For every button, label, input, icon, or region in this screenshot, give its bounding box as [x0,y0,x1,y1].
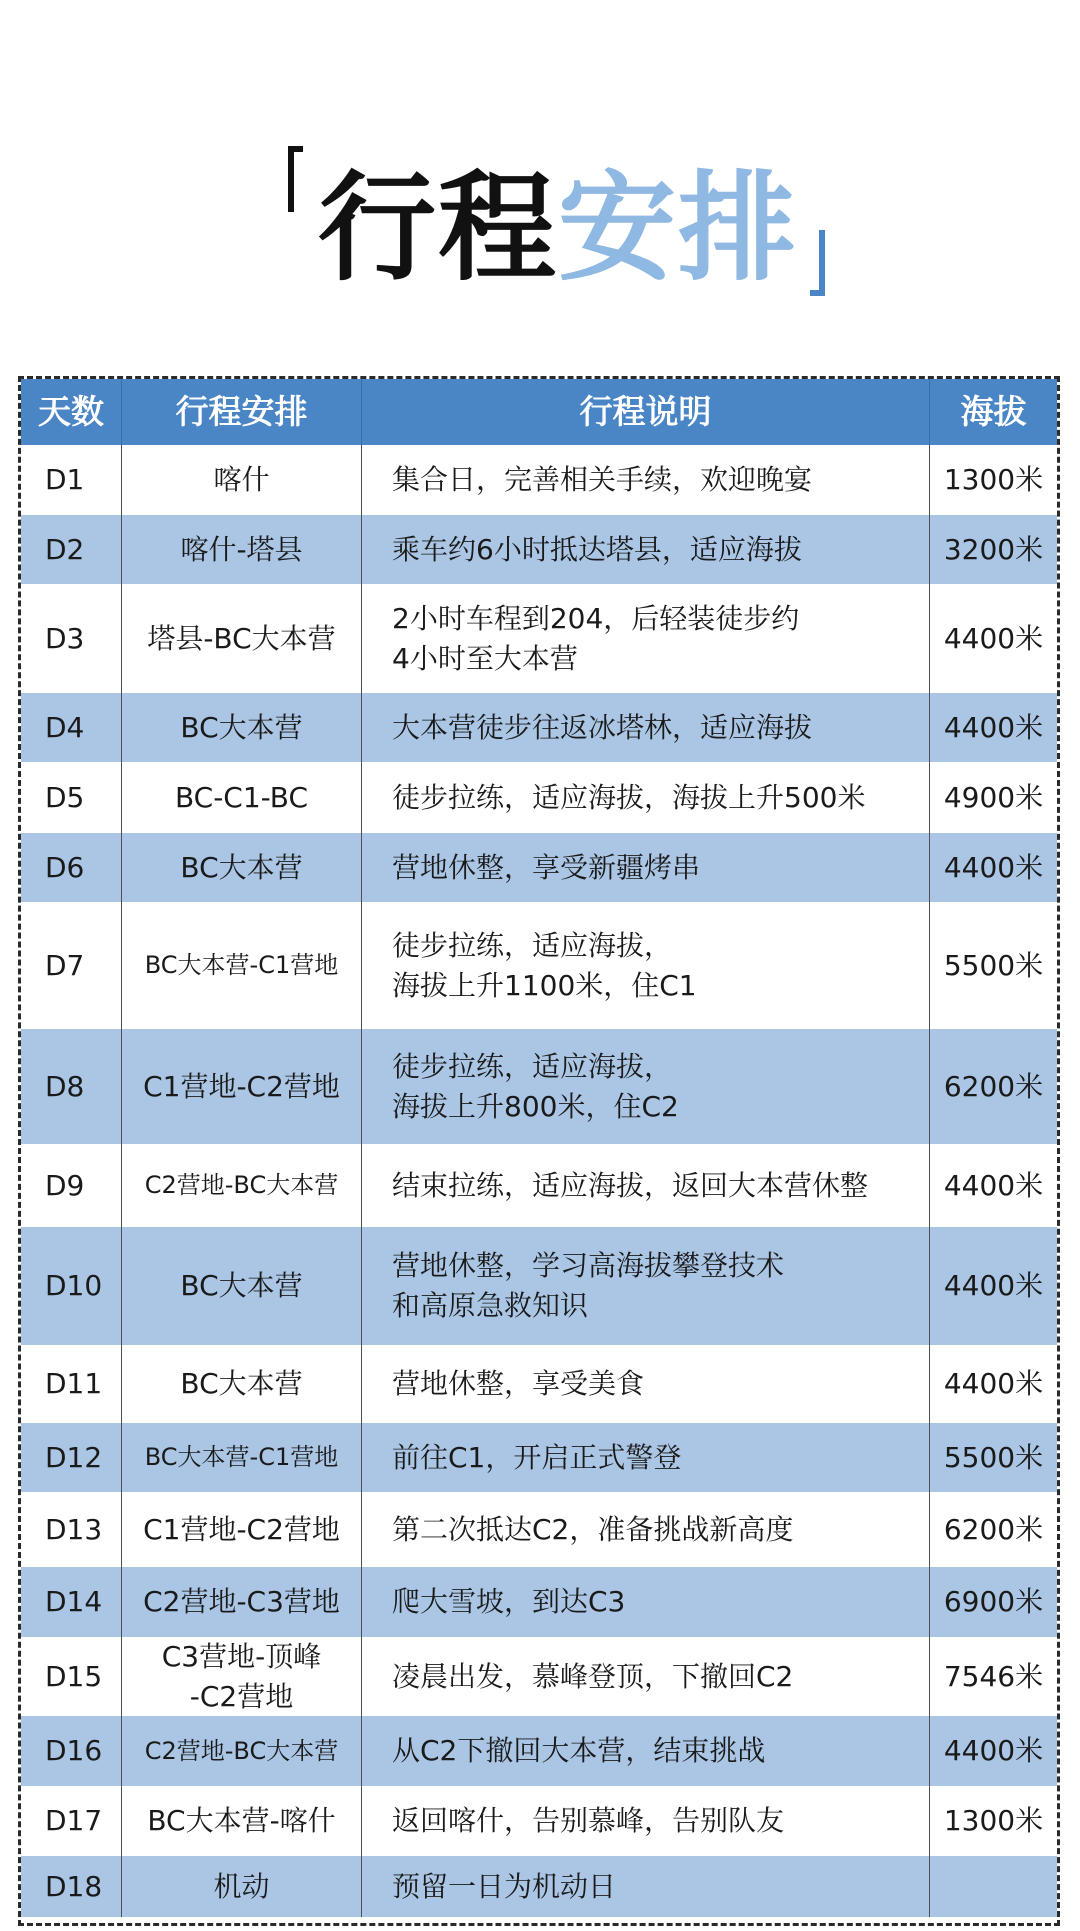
bracket-close-decoration [810,230,825,296]
route-line: BC大本营 [180,1269,303,1303]
altitude-cell: 5500米 [943,1440,1044,1474]
description-line: 和高原急救知识 [392,1289,589,1322]
route-text [143,1582,340,1622]
route-line: -C2营地 [189,1679,294,1713]
description-text [392,848,700,888]
route-cell [122,1786,362,1856]
description-line: 前往C1，开启正式警登 [392,1440,682,1474]
description-text [392,1364,644,1404]
description-text [392,1047,679,1127]
header-altitude: 海拔 [960,391,1027,431]
route-text [145,1168,339,1202]
day-cell: D16 [21,1716,122,1786]
description-line: 营地休整，学习高海拔攀登技术 [392,1249,785,1283]
day-cell: D18 [21,1856,122,1917]
day-cell: D9 [21,1144,122,1227]
route-line: 塔县-BC大本营 [147,621,336,655]
description-text [392,1510,793,1550]
description-cell [362,1786,930,1856]
route-line: 机动 [213,1869,270,1903]
title-part-dark: 行程 [318,159,559,297]
table-row [21,1856,1057,1917]
title-part-blue: 安排 [558,159,799,297]
route-cell [122,1567,362,1637]
table-header-row [21,379,1057,445]
altitude-cell: 6200米 [943,1512,1044,1546]
header-day: 天数 [21,379,122,445]
description-line: 凌晨出发，慕峰登顶，下撤回C2 [392,1659,794,1693]
day-cell: D4 [21,693,122,762]
altitude-cell: 4400米 [943,621,1044,655]
route-text [143,1510,340,1550]
description-line: 爬大雪坡，到达C3 [392,1585,626,1619]
description-line: 徒步拉练，适应海拔，海拔上升500米 [392,780,866,814]
route-cell [122,1856,362,1917]
description-line: 结束拉练，适应海拔，返回大本营休整 [392,1168,869,1202]
description-text [392,599,799,679]
description-line: 徒步拉练，适应海拔， [392,928,673,962]
altitude-cell: 4400米 [943,1367,1044,1401]
altitude-cell: 1300米 [943,463,1044,497]
table-row [21,1786,1057,1856]
table-row [21,1492,1057,1567]
description-text [392,1246,784,1326]
route-line: 喀什 [213,463,270,497]
description-line: 乘车约6小时抵达塔县，适应海拔 [392,532,802,566]
route-text [162,1637,321,1717]
route-cell [122,693,362,762]
route-text [180,1266,302,1306]
description-cell [362,445,930,515]
day-cell: D3 [21,584,122,693]
table-row [21,584,1057,693]
description-line: 海拔上升1100米，住C1 [392,968,697,1002]
route-line: C3营地-顶峰 [161,1639,322,1673]
description-line: 营地休整，享受新疆烤串 [392,850,701,884]
description-line: 预留一日为机动日 [392,1869,617,1903]
day-cell: D11 [21,1345,122,1423]
altitude-cell [930,1856,1057,1917]
route-line: C1营地-C2营地 [143,1512,340,1546]
altitude-cell: 1300米 [943,1804,1044,1838]
description-text [392,708,812,748]
description-cell [362,1144,930,1227]
table-row [21,1144,1057,1227]
altitude-cell: 4400米 [943,1168,1044,1202]
route-cell [122,1716,362,1786]
route-cell [122,1144,362,1227]
description-cell [362,1423,930,1492]
day-cell: D7 [21,902,122,1029]
altitude-cell: 6200米 [943,1069,1044,1103]
altitude-cell: 3200米 [943,532,1044,566]
table-row [21,902,1057,1029]
table-row [21,1716,1057,1786]
route-cell [122,584,362,693]
description-cell [362,902,930,1029]
description-text [392,530,802,570]
description-text [392,1166,868,1206]
route-text [180,1364,302,1404]
description-text [392,778,865,818]
description-text [392,1438,681,1478]
altitude-cell: 4400米 [943,1269,1044,1303]
route-line: BC大本营 [180,850,303,884]
description-cell [362,1716,930,1786]
description-text [392,1801,784,1841]
description-text [392,1657,793,1697]
altitude-cell: 4400米 [943,850,1044,884]
day-cell: D5 [21,762,122,833]
route-line: C1营地-C2营地 [143,1069,340,1103]
description-line: 4小时至大本营 [392,641,578,675]
day-cell: D14 [21,1567,122,1637]
route-line: BC大本营 [180,710,303,744]
route-line: C2营地-BC大本营 [144,1171,339,1200]
description-cell [362,1492,930,1567]
description-cell [362,762,930,833]
day-cell: D2 [21,515,122,584]
route-line: BC大本营 [180,1367,303,1401]
altitude-cell: 4400米 [943,1734,1044,1768]
altitude-cell: 4900米 [943,780,1044,814]
description-text [392,926,697,1006]
description-cell [362,833,930,902]
route-text [180,848,302,888]
route-text [143,1067,340,1107]
route-line: C2营地-BC大本营 [144,1736,339,1765]
description-cell [362,693,930,762]
description-cell [362,1856,930,1917]
table-row [21,1227,1057,1345]
bracket-open-decoration [288,146,303,212]
day-cell: D10 [21,1227,122,1345]
description-cell [362,1345,930,1423]
description-line: 徒步拉练，适应海拔， [392,1049,673,1083]
table-row [21,1567,1057,1637]
route-cell [122,762,362,833]
route-cell [122,1345,362,1423]
route-line: BC-C1-BC [174,780,309,814]
route-text [180,530,302,570]
description-cell [362,515,930,584]
route-line: BC大本营-喀什 [147,1804,336,1838]
route-line: BC大本营-C1营地 [144,1443,339,1472]
table-row [21,762,1057,833]
day-cell: D15 [21,1637,122,1716]
route-line: C2营地-C3营地 [143,1585,340,1619]
description-line: 营地休整，享受美食 [392,1367,645,1401]
description-cell [362,1029,930,1144]
title-text [318,158,798,298]
table-row [21,445,1057,515]
description-text [392,1867,616,1907]
route-cell [122,1637,362,1716]
description-text [392,1731,765,1771]
day-cell: D17 [21,1786,122,1856]
route-cell [122,902,362,1029]
table-row [21,1345,1057,1423]
route-cell [122,1423,362,1492]
route-text [145,1734,339,1768]
route-line: BC大本营-C1营地 [144,951,339,980]
day-cell: D8 [21,1029,122,1144]
altitude-cell: 6900米 [943,1585,1044,1619]
route-cell [122,1492,362,1567]
altitude-cell: 7546米 [943,1659,1044,1693]
description-cell [362,1637,930,1716]
altitude-cell: 4400米 [943,710,1044,744]
table-row [21,833,1057,902]
header-description: 行程说明 [362,379,930,445]
description-cell [362,584,930,693]
table-row [21,515,1057,584]
route-cell [122,833,362,902]
description-line: 大本营徒步往返冰塔林，适应海拔 [392,710,813,744]
route-text [213,460,269,500]
description-text [392,1582,625,1622]
route-text [175,778,308,818]
description-line: 海拔上升800米，住C2 [392,1089,679,1123]
day-cell: D1 [21,445,122,515]
route-cell [122,445,362,515]
description-text [392,460,812,500]
route-cell [122,1227,362,1345]
table-row [21,1423,1057,1492]
table-row [21,1637,1057,1716]
description-line: 返回喀什，告别慕峰，告别队友 [392,1804,785,1838]
description-line: 集合日，完善相关手续，欢迎晚宴 [392,463,813,497]
route-text [145,948,339,982]
route-text [147,619,335,659]
day-cell: D12 [21,1423,122,1492]
altitude-cell: 5500米 [943,948,1044,982]
route-text [145,1440,339,1474]
table-row [21,1029,1057,1144]
description-line: 从C2下撤回大本营，结束挑战 [392,1734,766,1768]
table-row [21,693,1057,762]
description-cell [362,1567,930,1637]
route-text [147,1801,335,1841]
description-line: 第二次抵达C2，准备挑战新高度 [392,1512,794,1546]
header-route: 行程安排 [122,379,362,445]
description-cell [362,1227,930,1345]
route-cell [122,515,362,584]
route-text [180,708,302,748]
day-cell: D6 [21,833,122,902]
route-cell [122,1029,362,1144]
page-title [0,0,1080,370]
description-line: 2小时车程到204，后轻装徒步约 [392,601,800,635]
route-line: 喀什-塔县 [180,532,303,566]
day-cell: D13 [21,1492,122,1567]
route-text [213,1867,269,1907]
